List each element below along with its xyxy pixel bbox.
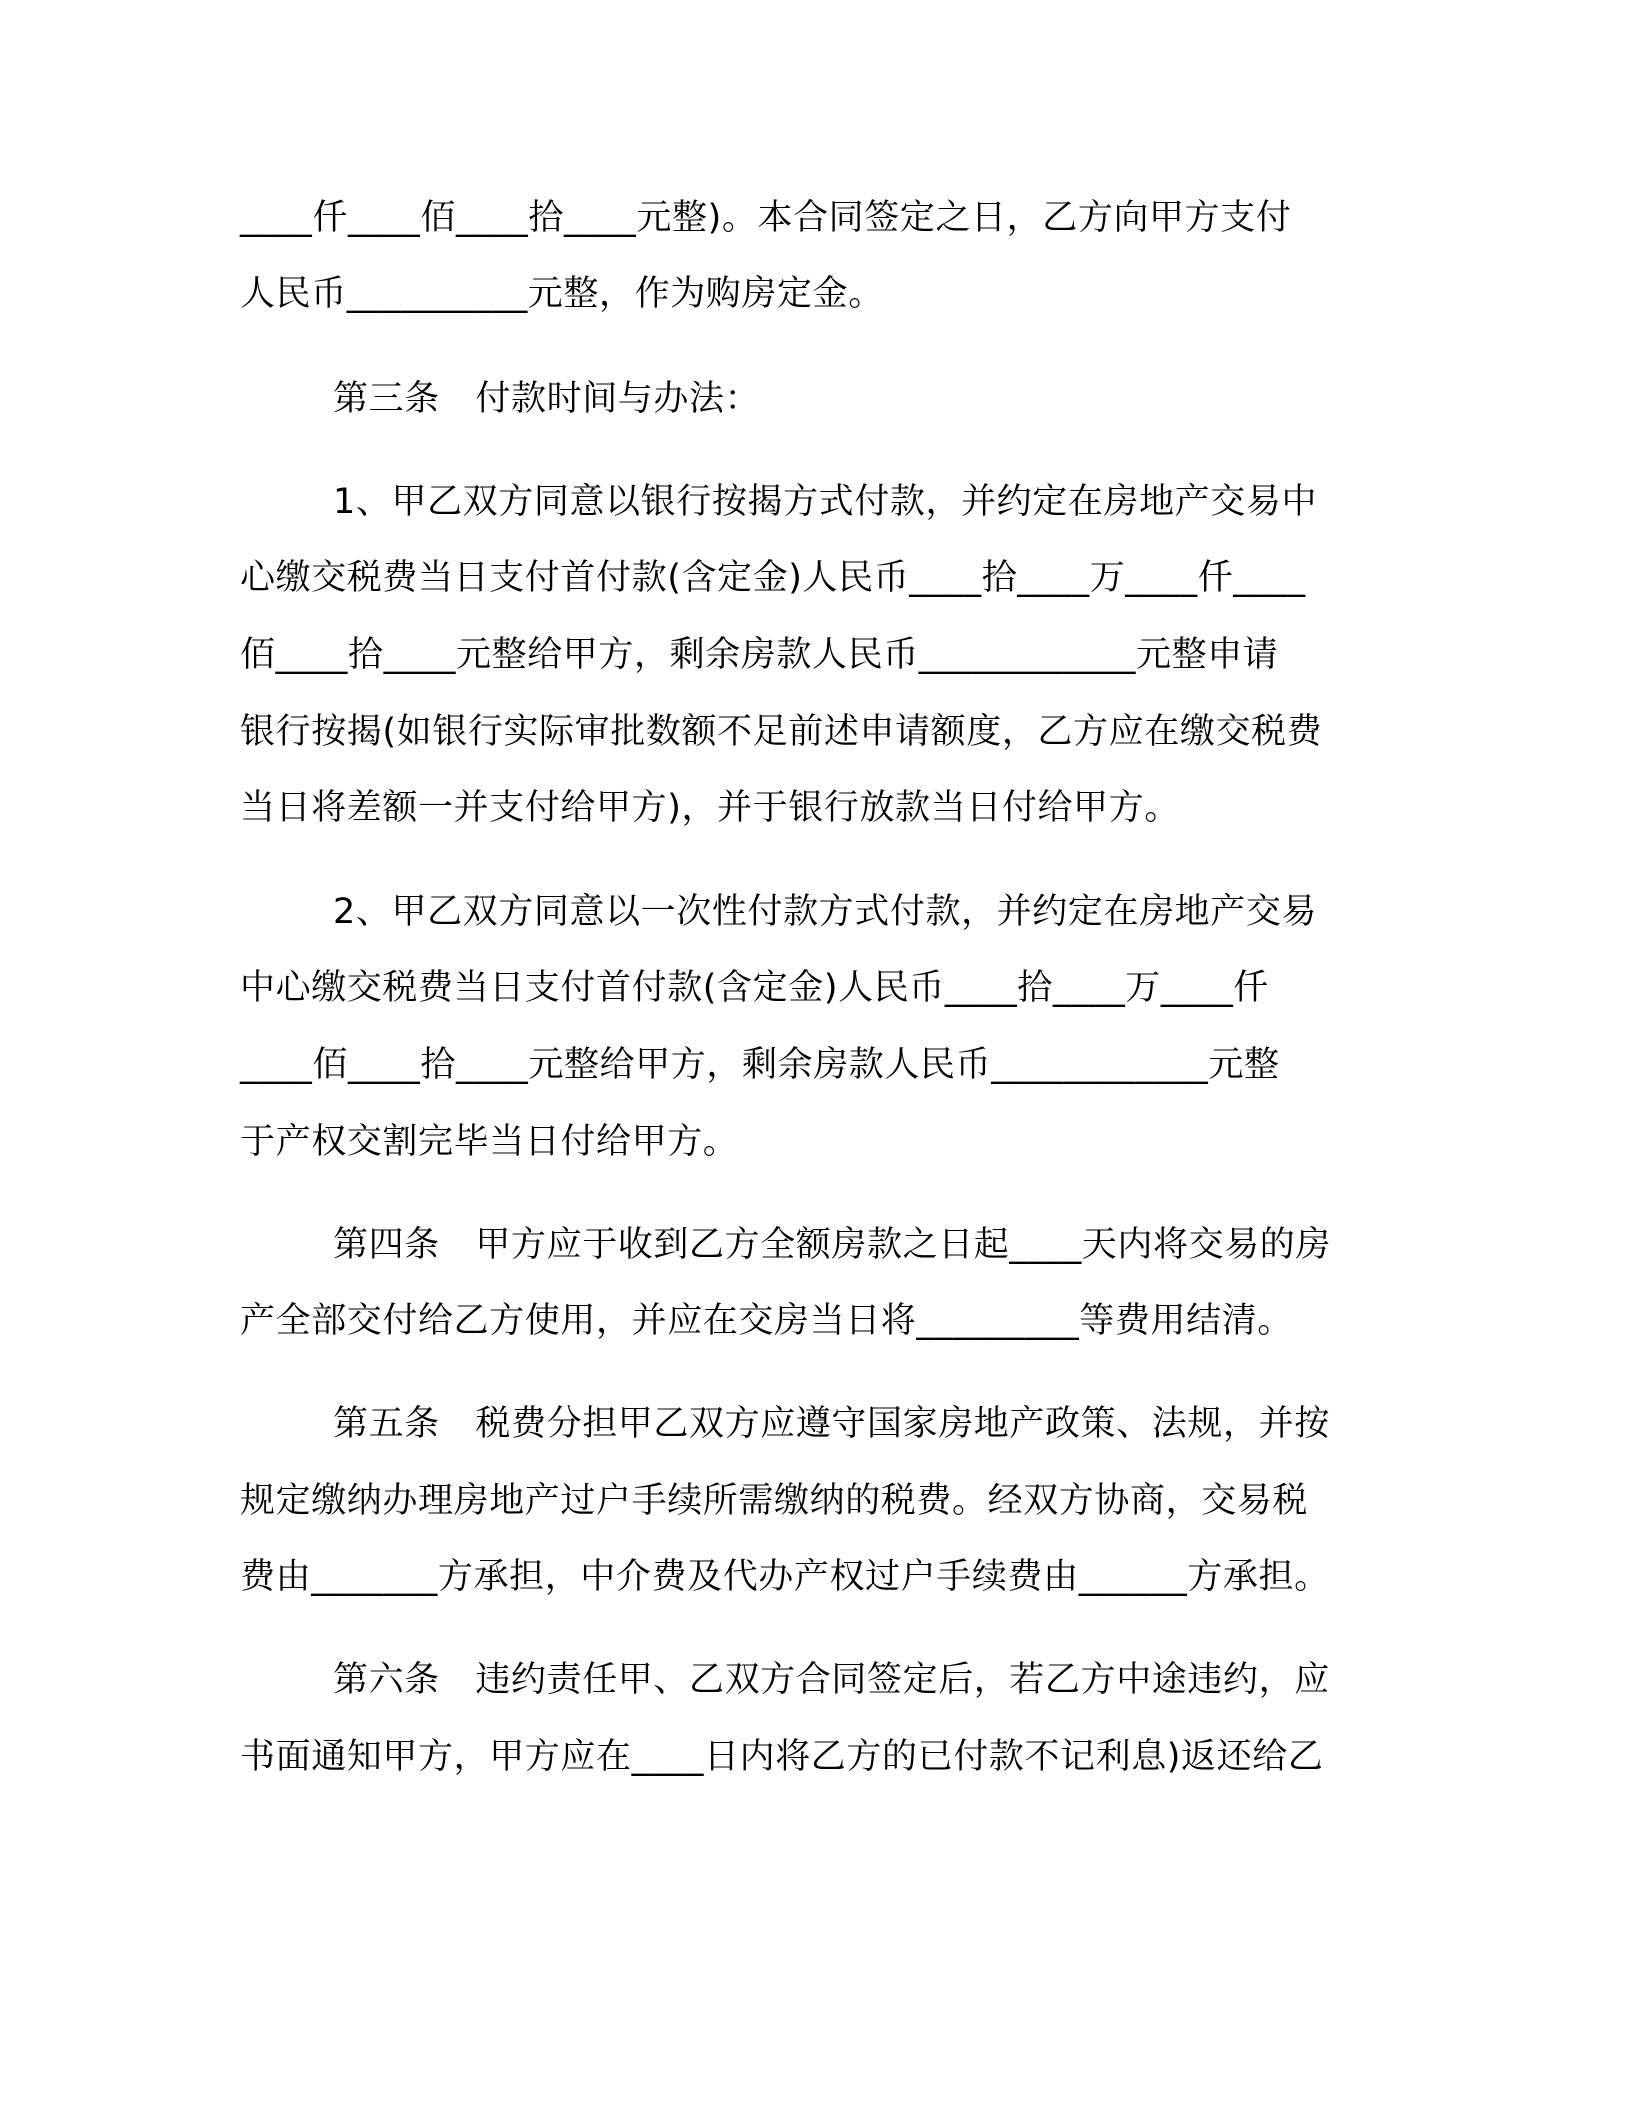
article-5-line-3: 费由_______方承担，中介费及代办产权过户手续费由______方承担。 xyxy=(240,1557,1330,1597)
article-6-line-2: 书面通知甲方，甲方应在____日内将乙方的已付款不记利息)返还给乙 xyxy=(240,1737,1324,1777)
article-6-line-1: 第六条 违约责任甲、乙双方合同签定后，若乙方中途违约，应 xyxy=(333,1660,1330,1700)
article-5-line-1: 第五条 税费分担甲乙双方应遵守国家房地产政策、法规，并按 xyxy=(333,1404,1330,1444)
text-line-8: 当日将差额一并支付给甲方)，并于银行放款当日付给甲方。 xyxy=(240,788,1180,828)
text-line-10: 中心缴交税费当日支付首付款(含定金)人民币____拾____万____仟 xyxy=(240,968,1269,1008)
article-4-line-2: 产全部交付给乙方使用，并应在交房当日将_________等费用结清。 xyxy=(240,1301,1293,1341)
text-line-2: 人民币__________元整，作为购房定金。 xyxy=(240,274,884,314)
text-line-11: ____佰____拾____元整给甲方，剩余房款人民币____________元整 xyxy=(240,1045,1280,1085)
text-line-1: ____仟____佰____拾____元整)。本合同签定之日，乙方向甲方支付 xyxy=(240,198,1292,238)
article-3-heading: 第三条 付款时间与办法： xyxy=(333,379,761,419)
text-line-9: 2、甲乙双方同意以一次性付款方式付款，并约定在房地产交易 xyxy=(333,892,1318,932)
text-line-7: 银行按揭(如银行实际审批数额不足前述申请额度，乙方应在缴交税费 xyxy=(240,712,1323,752)
text-line-4: 1、甲乙双方同意以银行按揭方式付款，并约定在房地产交易中 xyxy=(333,482,1318,522)
text-line-5: 心缴交税费当日支付首付款(含定金)人民币____拾____万____仟____ xyxy=(240,558,1306,598)
article-5-line-2: 规定缴纳办理房地产过户手续所需缴纳的税费。经双方协商，交易税 xyxy=(240,1481,1309,1521)
text-line-12: 于产权交割完毕当日付给甲方。 xyxy=(240,1122,739,1162)
text-line-6: 佰____拾____元整给甲方，剩余房款人民币____________元整申请 xyxy=(240,635,1279,675)
article-4-line-1: 第四条 甲方应于收到乙方全额房款之日起____天内将交易的房 xyxy=(333,1225,1332,1265)
